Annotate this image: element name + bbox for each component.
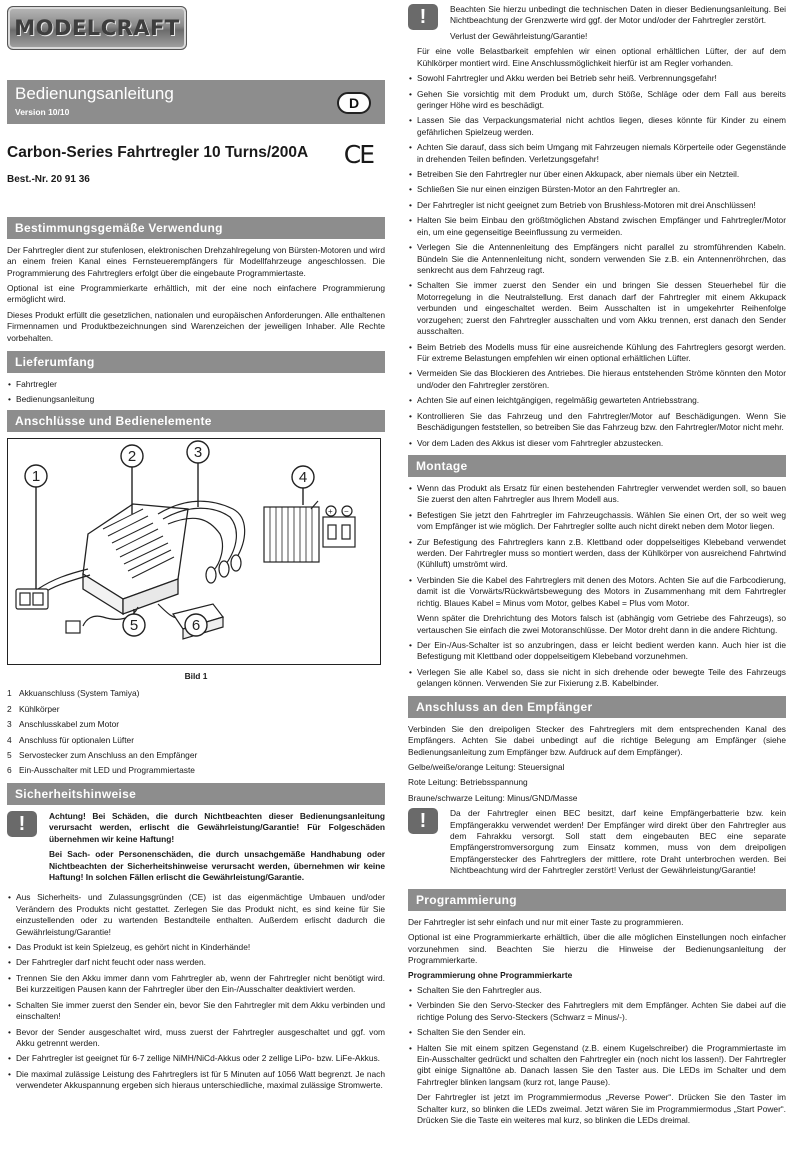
programming-text bbox=[408, 917, 786, 982]
list-item: • Achten Sie auf einen leichtgängigen, regelmäßig gewarteten Antriebsstrang. bbox=[408, 395, 786, 406]
section-heading-programming: Programmierung bbox=[408, 889, 786, 911]
brand-logo bbox=[7, 6, 187, 50]
wire-red: Rote Leitung: Betriebsspannung bbox=[408, 777, 528, 788]
order-number: Best.-Nr. 20 91 36 bbox=[7, 174, 90, 186]
subheading: Programmierung ohne Programmierkarte bbox=[408, 970, 573, 981]
manual-title: Bedienungsanleitung bbox=[15, 84, 174, 103]
section-heading-receiver: Anschluss an den Empfänger bbox=[408, 696, 786, 718]
ce-mark-icon: CE bbox=[343, 140, 373, 169]
warning-text bbox=[450, 4, 786, 46]
paragraph: Der Fahrtregler ist jetzt im Programmiermodus „Reverse Power“. Drücken Sie den Taster im Schalter kurz, so blinken die LEDs zweimal. Jetzt wären Sie im Programmiermodus „Start Power“. Drücken Sie die Taste ein weiteres mal kurz, so blinken die LEDs dreimal. bbox=[417, 1092, 786, 1126]
manual-version: Version 10/10 bbox=[15, 107, 70, 117]
list-item: • Bevor der Sender ausgeschaltet wird, muss zuerst der Fahrtregler ausgeschaltet und ggf. vom Akku getrennt werden. bbox=[7, 1027, 385, 1050]
list-item: • Wenn das Produkt als Ersatz für einen bestehenden Fahrtregler verwendet werden soll, so bauen Sie zuerst den alten Fahrtregler aus Ihrem Modell aus. bbox=[408, 483, 786, 506]
section-heading-intended-use: Bestimmungsgemäße Verwendung bbox=[7, 217, 385, 239]
list-item: • Der Fahrtregler darf nicht feucht oder nass werden. bbox=[7, 957, 385, 968]
list-item: • Verlegen Sie die Antennenleitung des Empfängers nicht parallel zu stromführenden Kabeln. Bündeln Sie die Antennenleitung nicht, sondern verwenden Sie z.B. ein Antennenröhrchen, das senkrecht aus dem Fahrzeug ragt. bbox=[408, 242, 786, 276]
list-item: • Verlegen Sie alle Kabel so, dass sie nicht in sich drehende oder bewegte Teile des Fahrzeugs gelangen können. Verwenden Sie zur Fixierung z.B. Kabelbinder. bbox=[408, 667, 786, 690]
list-item: • Das Produkt ist kein Spielzeug, es gehört nicht in Kinderhände! bbox=[7, 942, 385, 953]
warning-text bbox=[49, 811, 385, 888]
paragraph: Der Fahrtregler ist sehr einfach und nur mit einer Taste zu programmieren. bbox=[408, 916, 684, 927]
paragraph: Der Fahrtregler dient zur stufenlosen, elektronischen Drehzahlregelung von Bürsten-Motoren und wird an einem freien Kanal eines Fernsteuerempfängers für Modellfahrzeuge angeschlossen. Die Programmierung des Fahrtreglers erfolgt über die eingebaute Programmiertaste. bbox=[7, 244, 386, 278]
list-item: 6 Ein-Ausschalter mit LED und Programmiertaste bbox=[7, 765, 195, 776]
paragraph: Für eine volle Belastbarkeit empfehlen wir einen optional erhältlichen Lüfter, der auf dem Kühlkörper montiert wird. Eine Anschlussmöglichkeit hierfür ist am Regler vorhanden. bbox=[417, 46, 786, 68]
list-item: • Vor dem Laden des Akkus ist dieser vom Fahrtregler abzustecken. bbox=[408, 438, 786, 449]
list-item: • Kontrollieren Sie das Fahrzeug und den Fahrtregler/Motor auf Beschädigungen. Wenn Sie Beschädigungen feststellen, so betreiben Sie das Fahrzeug bzw. den Fahrtregler/Motor nicht mehr. bbox=[408, 411, 786, 434]
paragraph: Bei Sach- oder Personenschäden, die durch unsachgemäße Handhabung oder Nichtbeachten der Sicherheitshinweise verursacht werden, übernehmen wir keine Haftung! In solchen Fällen erlischt die Gewährleistung/Garantie. bbox=[49, 849, 385, 882]
language-badge: D bbox=[337, 92, 371, 114]
list-item: • Gehen Sie vorsichtig mit dem Produkt um, durch Stöße, Schläge oder dem Fall aus bereits geringer Höhe wird es beschädigt. bbox=[408, 89, 786, 112]
montage-list bbox=[408, 483, 786, 609]
intended-use-text bbox=[7, 245, 385, 344]
wire-yellow: Gelbe/weiße/orange Leitung: Steuersignal bbox=[408, 761, 565, 772]
callout-4: 4 bbox=[298, 468, 308, 486]
warning-icon: ! bbox=[408, 808, 438, 834]
paragraph: Wenn später die Drehrichtung des Motors falsch ist (abhängig vom Getriebe des Fahrzeugs), so vertauschen Sie einfach die zwei Motoranschlüsse. Der Motor dreht dann in die andere Richtung. bbox=[417, 613, 786, 635]
warning-icon: ! bbox=[7, 811, 37, 837]
section-heading-delivery: Lieferumfang bbox=[7, 351, 385, 373]
list-item: • Die maximal zulässige Leistung des Fahrtreglers ist für 5 Minuten auf 1056 Watt begrenzt. Je nach verwendeter Akkuspannung ergeben sich hieraus unterschiedliche, maximal zulässige Stromwerte. bbox=[7, 1069, 385, 1092]
receiver-text bbox=[408, 724, 786, 805]
list-item: • Befestigen Sie jetzt den Fahrtregler im Fahrzeugchassis. Wählen Sie einen Ort, der so weit weg vom Empfänger ist wie möglich. Der Fahrtregler sollte auch nicht direkt neben dem Motor liegen. bbox=[408, 510, 786, 533]
list-item: • Bedienungsanleitung bbox=[7, 394, 385, 405]
list-item: 1 Akkuanschluss (System Tamiya) bbox=[7, 688, 140, 699]
callout-6: 6 bbox=[191, 616, 201, 634]
list-item: • Trennen Sie den Akku immer dann vom Fahrtregler ab, wenn der Fahrtregler nicht benötigt wird. Bei kurzzeitigen Pausen kann der Fahrtregler über den Ein-/Ausschalter deaktiviert werden. bbox=[7, 973, 385, 996]
svg-text:−: − bbox=[344, 506, 349, 516]
list-item: • Halten Sie beim Einbau den größtmöglichen Abstand zwischen Empfänger und Fahrtregler/Motor ein, um eine gegenseitige Beeinflussung zu vermeiden. bbox=[408, 215, 786, 238]
section-heading-montage: Montage bbox=[408, 455, 786, 477]
list-item: • Vermeiden Sie das Blockieren des Antriebes. Die hieraus entstehenden Ströme könnten den Motor und/oder den Fahrtregler zerstören. bbox=[408, 368, 786, 391]
callout-1: 1 bbox=[31, 467, 41, 485]
paragraph: Achtung! Bei Schäden, die durch Nichtbeachten dieser Bedienungsanleitung verursacht werden, erlischt die Gewährleistung/Garantie! Für Folgeschäden übernehmen wir keine Haftung! bbox=[49, 810, 385, 844]
list-item: • Schalten Sie immer zuerst den Sender ein, bevor Sie den Fahrtregler mit dem Akku verbinden und einschalten! bbox=[7, 1000, 385, 1023]
right-column bbox=[408, 4, 786, 1130]
list-item: • Zur Befestigung des Fahrtreglers kann z.B. Klettband oder doppelseitiges Klebeband verwendet werden. Der Fahrtregler muss so montiert werden, dass der Kühlkörper von ausreichend Fahrtwind (Kühlluft) umströmt wird. bbox=[408, 537, 786, 571]
list-item: • Lassen Sie das Verpackungsmaterial nicht achtlos liegen, dieses könnte für Kinder zu einem gefährlichen Spielzeug werden. bbox=[408, 115, 786, 138]
paragraph: Optional ist eine Programmierkarte erhältlich, mit der eine noch einfachere Programmierung ermöglicht wird. bbox=[7, 282, 385, 305]
bec-warning bbox=[408, 808, 786, 881]
paragraph: Dieses Produkt erfüllt die gesetzlichen, nationalen und europäischen Anforderungen. Alle enthaltenen Firmennamen und Produktbezeichnungen sind Warenzeichen der jeweiligen Inhaber. Alle Rechte vorbehalten. bbox=[7, 309, 385, 343]
list-item: • Betreiben Sie den Fahrtregler nur über einen Akkupack, aber niemals über ein Netzteil. bbox=[408, 169, 786, 180]
list-item: • Verbinden Sie den Servo-Stecker des Fahrtreglers mit dem Empfänger. Achten Sie dabei auf die richtige Polung des Servo-Steckers (Schwarz = Minus/-). bbox=[408, 1000, 786, 1023]
brand-logo-text: MODELCRAFT bbox=[14, 15, 180, 40]
paragraph: Beachten Sie hierzu unbedingt die technischen Daten in dieser Bedienungsanleitung. Bei Nichtbeachtung der Grenzwerte wird ggf. der Motor und/oder der Fahrtregler zerstört. bbox=[450, 4, 786, 26]
parts-list bbox=[7, 688, 385, 777]
delivery-list bbox=[7, 379, 385, 406]
list-item: • Sowohl Fahrtregler und Akku werden bei Betrieb sehr heiß. Verbrennungsgefahr! bbox=[408, 73, 786, 84]
figure-caption: Bild 1 bbox=[184, 670, 208, 681]
paragraph: Verbinden Sie den dreipoligen Stecker des Fahrtreglers mit dem entsprechenden Kanal des Empfängers. Achten Sie dabei unbedingt auf die richtige Belegung am Empfänger (siehe Bedienungsanleitung zum Empfänger bzw. Aufdruck auf dem Empfänger). bbox=[408, 723, 786, 757]
warning-icon: ! bbox=[408, 4, 438, 30]
list-item: 5 Servostecker zum Anschluss an den Empfänger bbox=[7, 750, 198, 760]
fan-port-detail bbox=[264, 501, 355, 562]
figure-controller-diagram bbox=[7, 438, 381, 665]
section-heading-safety: Sicherheitshinweise bbox=[7, 783, 385, 805]
safety-warning bbox=[7, 811, 385, 888]
wire-brown: Braune/schwarze Leitung: Minus/GND/Masse bbox=[408, 792, 578, 803]
list-item: • Fahrtregler bbox=[7, 379, 385, 390]
product-title bbox=[7, 140, 385, 169]
paragraph: Da der Fahrtregler einen BEC besitzt, darf keine Empfängerbatterie bzw. kein Empfängerakku verwendet werden! Der Empfänger wird direkt über den Fahrtregler aus dem Fahrakku versorgt. Soll statt dem eingebauten BEC eine separate Empfängerstromversorgung zum Einsatz kommen, muss von dem dreipoligen Empfängerstecker des Fahrtreglers der mittlere, rote Draht unterbrochen werden. Bei Nichtbeachtung wird der Fahrtregler zerstört! Verlust der Gewährleistung/Garantie! bbox=[450, 808, 786, 876]
callout-5: 5 bbox=[129, 616, 139, 634]
manual-banner bbox=[7, 80, 385, 124]
list-item: 2 Kühlkörper bbox=[7, 703, 60, 714]
list-item: • Der Ein-/Aus-Schalter ist so anzubringen, dass er leicht bedient werden kann. Auch hier ist die Befestigung mit Klettband oder doppelseitigem Klebeband vorzunehmen. bbox=[408, 640, 786, 663]
list-item: • Der Fahrtregler ist geeignet für 6-7 zellige NiMH/NiCd-Akkus oder 2 zellige LiPo- bzw. LiFe-Akkus. bbox=[7, 1053, 385, 1064]
battery-connector bbox=[16, 569, 90, 609]
limits-warning bbox=[408, 4, 786, 46]
list-item: • Schalten Sie den Sender ein. bbox=[408, 1027, 786, 1038]
esc-body bbox=[83, 504, 188, 614]
list-item: • Beim Betrieb des Modells muss für eine ausreichende Kühlung des Fahrtreglers gesorgt werden. Für extreme Belastungen empfehlen wir einen optional erhältlichen Lüfter. bbox=[408, 342, 786, 365]
safety-list-continued bbox=[408, 73, 786, 449]
list-item: • Schließen Sie nur einen einzigen Bürsten-Motor an den Fahrtregler an. bbox=[408, 184, 786, 195]
callout-3: 3 bbox=[193, 443, 203, 461]
safety-list bbox=[7, 892, 385, 1091]
left-column bbox=[7, 6, 385, 1096]
list-item: 4 Anschluss für optionalen Lüfter bbox=[7, 734, 134, 745]
programming-list bbox=[408, 985, 786, 1088]
list-item: • Halten Sie mit einem spitzen Gegenstand (z.B. einem Kugelschreiber) die Programmiertaste im Ein-Ausschalter gedrückt und schalten den Fahrtregler ein (noch nicht los lassen!). Der Fahrtregler gibt einige Signaltöne ab. Danach lassen Sie den Taster aus. Die LEDs im Schalter und dem Fahrtregler blinken langsam (kurz rot, lange Pause). bbox=[408, 1043, 786, 1089]
callout-2: 2 bbox=[127, 447, 137, 465]
list-item: • Schalten Sie immer zuerst den Sender ein und bringen Sie dessen Steuerhebel für die Motorregelung in die Neutralstellung. Erst danach darf der Fahrtregler mit einem Akkupack verbunden und eingeschaltet werden. Beim Ausschalten ist in umgekehrter Reihenfolge vorzugehen; zuerst den Fahrtregler ausschalten und vom Akku trennen, erst danach den Sender ausschalten. bbox=[408, 280, 786, 337]
svg-text:+: + bbox=[328, 506, 333, 516]
warning-text bbox=[450, 808, 786, 881]
section-heading-connections: Anschlüsse und Bedienelemente bbox=[7, 410, 385, 432]
list-item: • Aus Sicherheits- und Zulassungsgründen (CE) ist das eigenmächtige Umbauen und/oder Verändern des Produkts nicht gestattet. Zerlegen Sie das Produkt nicht, es sind keine für Sie einzustellenden oder zu wartenden Bestandteile enthalten. Außerdem erlischt dadurch die Gewährleistung/Garantie! bbox=[7, 892, 385, 938]
paragraph: Optional ist eine Programmierkarte erhältlich, über die alle möglichen Einstellungen noch einfacher vorzunehmen sind. Beachten Sie hierzu die Hinweise der Bedienungsanleitung der Programmierkarte. bbox=[408, 932, 786, 965]
product-title-text: Carbon-Series Fahrtregler 10 Turns/200A bbox=[7, 144, 309, 161]
list-item: • Der Fahrtregler ist nicht geeignet zum Betrieb von Brushless-Motoren mit drei Anschlüssen! bbox=[408, 200, 786, 211]
montage-list-2 bbox=[408, 640, 786, 690]
controller-illustration bbox=[8, 439, 380, 663]
list-item: 3 Anschlusskabel zum Motor bbox=[7, 719, 120, 730]
list-item: • Schalten Sie den Fahrtregler aus. bbox=[408, 985, 786, 996]
list-item: • Verbinden Sie die Kabel des Fahrtreglers mit denen des Motors. Achten Sie auf die Farbcodierung, damit ist die Vorwärts/Rückwärtsbewegung des Motors in Zusammenhang mit dem Fahrtregler richtig. Blaues Kabel = Minus vom Motor, gelbes Kabel = Plus vom Motor. bbox=[408, 575, 786, 609]
paragraph: Verlust der Gewährleistung/Garantie! bbox=[450, 30, 588, 41]
list-item: • Achten Sie darauf, dass sich beim Umgang mit Fahrzeugen niemals Körperteile oder Gegenstände in drehenden Teilen befinden. Verletzungsgefahr! bbox=[408, 142, 786, 165]
